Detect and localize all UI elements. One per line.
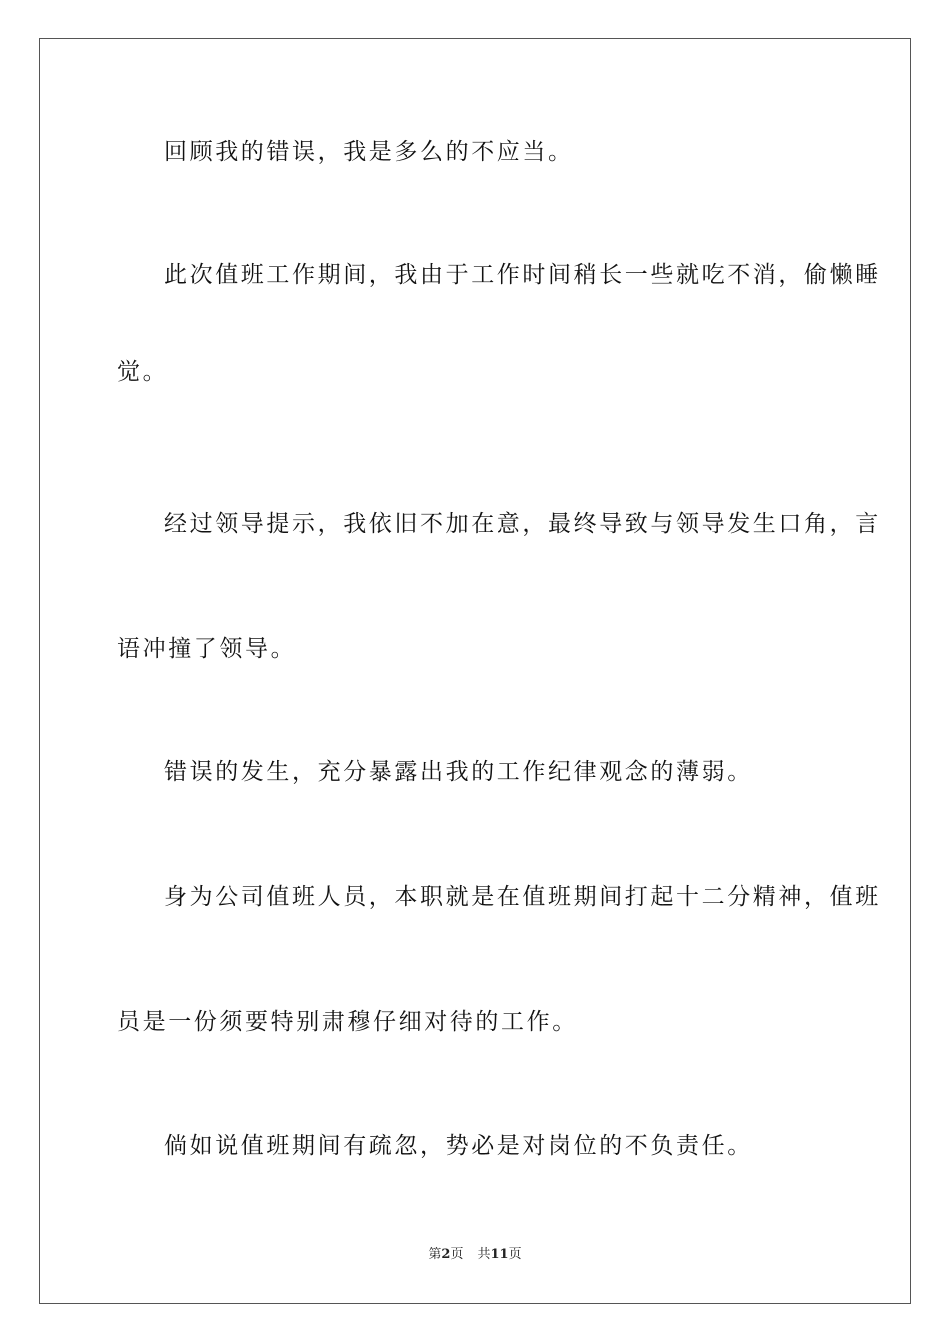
paragraph-line: 回顾我的错误，我是多么的不应当。 [164,139,574,165]
paragraph-line: 此次值班工作期间，我由于工作时间稍长一些就吃不消，偷懒睡 [164,262,881,288]
paragraph-line: 身为公司值班人员，本职就是在值班期间打起十二分精神，值班 [164,884,881,910]
paragraph-line: 语冲撞了领导。 [117,636,297,662]
footer-page-suffix: 页 [450,1247,464,1262]
footer-total-pages: 11 [490,1247,509,1262]
page-footer [0,1246,950,1264]
paragraph-line: 经过领导提示，我依旧不加在意，最终导致与领导发生口角，言 [164,511,881,537]
footer-page-number: 2 [441,1247,451,1262]
paragraph-line: 觉。 [117,359,169,385]
paragraph-line: 员是一份须要特别肃穆仔细对待的工作。 [117,1009,578,1035]
paragraph-line: 错误的发生，充分暴露出我的工作纪律观念的薄弱。 [164,759,753,785]
footer-total-suffix: 页 [508,1247,522,1262]
paragraph-line: 倘如说值班期间有疏忽，势必是对岗位的不负责任。 [164,1133,753,1159]
page-frame [39,38,911,1304]
footer-total-prefix: 共 [477,1247,491,1262]
footer-page-prefix: 第 [428,1247,442,1262]
